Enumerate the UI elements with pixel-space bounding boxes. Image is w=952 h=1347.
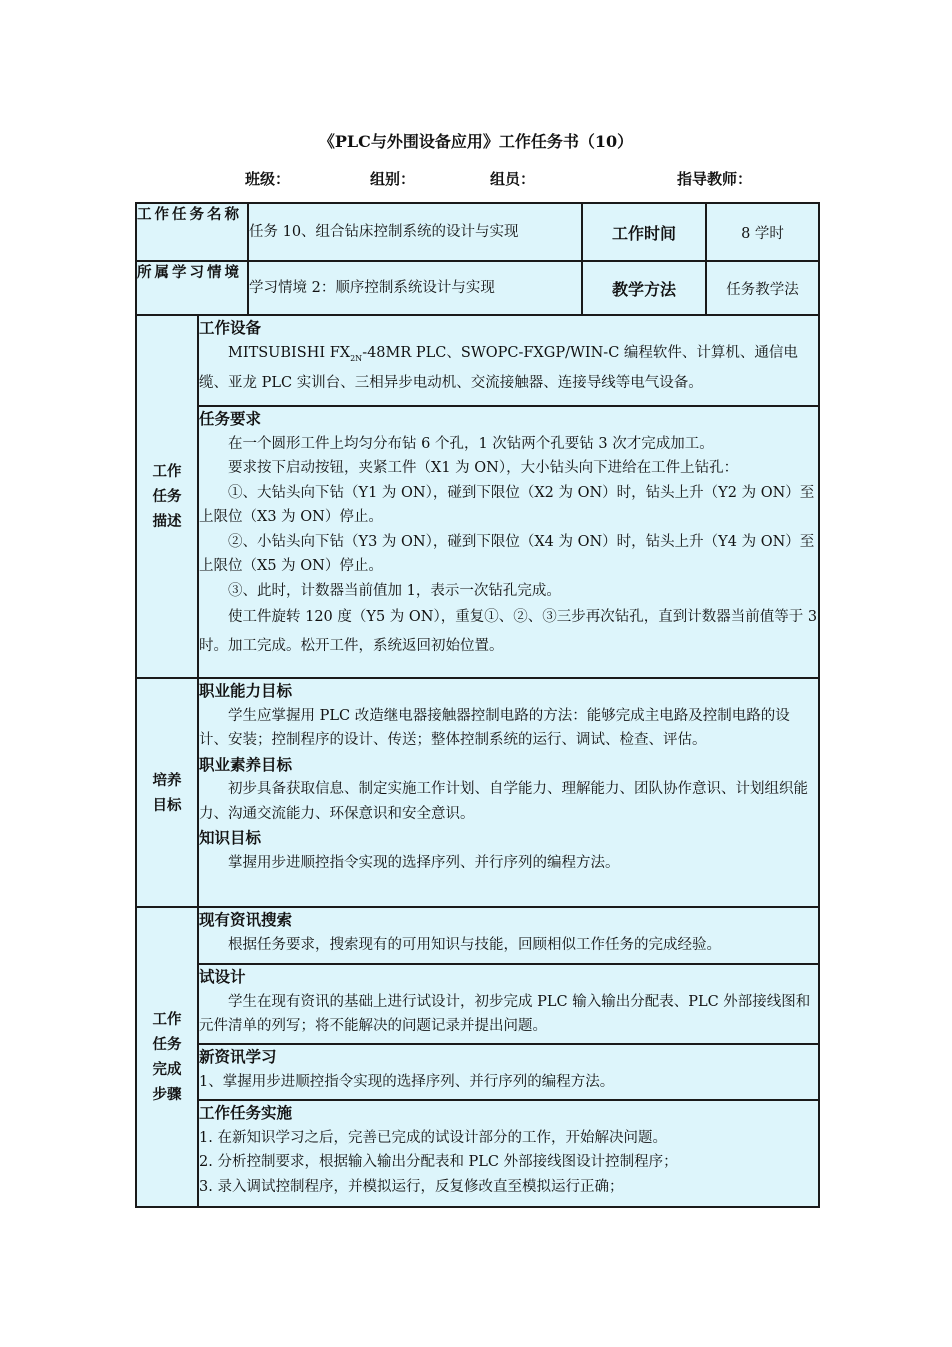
trial-row [136, 964, 819, 1044]
teacher-label: 指导教师： [677, 170, 753, 188]
knowledge-text: 掌握用步进顺控指令实现的选择序列、并行序列的编程方法。 [228, 854, 620, 871]
task-name-value: 任务 10、组合钻床控制系统的设计与实现 [248, 203, 582, 261]
equipment-cell [198, 315, 819, 406]
requirement-line: ②、小钻头向下钻（Y3 为 ON），碰到下限位（X4 为 ON）时，钻头上升（Y4 为 ON）至上限位（X5 为 ON）停止。 [199, 533, 815, 574]
new-info-row [136, 1044, 819, 1100]
implementation-cell [198, 1100, 819, 1207]
context-value: 学习情境 2：顺序控制系统设计与实现 [248, 261, 582, 315]
requirement-row [136, 406, 819, 678]
new-info-text: 1、掌握用步进顺控指令实现的选择序列、并行序列的编程方法。 [199, 1073, 615, 1090]
requirement-title: 任务要求 [199, 409, 262, 428]
side-line: 任务 [152, 1036, 182, 1053]
implementation-item: 2. 分析控制要求，根据输入输出分配表和 PLC 外部接线图设计控制程序； [199, 1154, 678, 1170]
knowledge-title: 知识目标 [199, 828, 262, 847]
equipment-text-b: -48MR PLC、SWOPC-FXGP/WIN-C 编程软件、计算机、通信电缆、亚龙 PLC 实训台、三相异步电动机、交流接触器、连接导线等电气设备。 [199, 344, 798, 391]
task-name-label: 工作任务名称 [136, 203, 248, 261]
equipment-text [199, 341, 818, 396]
equipment-row [136, 315, 819, 406]
context-label: 所属学习情境 [136, 261, 248, 315]
task-name-row [136, 203, 819, 261]
requirement-line: ③、此时，计数器当前值加 1，表示一次钻孔完成。 [228, 582, 561, 599]
search-row [136, 907, 819, 964]
steps-side-label [136, 907, 198, 1207]
search-cell [198, 907, 819, 964]
document-title: 《PLC与外围设备应用》工作任务书（10） [318, 132, 634, 151]
goals-cell [198, 678, 819, 907]
goals-side-label [136, 678, 198, 907]
implementation-item: 3. 录入调试控制程序，并模拟运行，反复修改直至模拟运行正确； [199, 1178, 624, 1195]
work-time-label: 工作时间 [582, 203, 706, 261]
side-line: 工作 [152, 1011, 182, 1028]
requirement-line: ①、大钻头向下钻（Y1 为 ON），碰到下限位（X2 为 ON）时，钻头上升（Y2 为 ON）至上限位（X3 为 ON）停止。 [199, 484, 815, 525]
equipment-text-a: MITSUBISHI FX [228, 344, 351, 361]
side-line: 描述 [152, 513, 182, 530]
ability-text: 学生应掌握用 PLC 改造继电器接触器控制电路的方法：能够完成主电路及控制电路的设计、安装；控制程序的设计、传送；整体控制系统的运行、调试、检查、评估。 [199, 707, 790, 748]
method-value: 任务教学法 [706, 261, 819, 315]
equipment-subscript: 2N [350, 353, 363, 363]
requirement-line: 在一个圆形工件上均匀分布钻 6 个孔，1 次钻两个孔要钻 3 次才完成加工。 [228, 435, 714, 452]
trial-cell [198, 964, 819, 1044]
side-line: 培养 [152, 771, 182, 789]
equipment-title: 工作设备 [199, 318, 262, 337]
trial-text: 学生在现有资讯的基础上进行试设计，初步完成 PLC 输入输出分配表、PLC 外部接线图和元件清单的列写；将不能解决的问题记录并提出问题。 [199, 993, 811, 1034]
implementation-item: 1. 在新知识学习之后，完善已完成的试设计部分的工作，开始解决问题。 [199, 1129, 667, 1146]
ability-title: 职业能力目标 [199, 681, 293, 700]
new-info-cell [198, 1044, 819, 1100]
group-label: 组别： [370, 170, 416, 188]
side-line: 步骤 [152, 1086, 182, 1103]
context-row [136, 261, 819, 315]
search-title: 现有资讯搜索 [199, 910, 293, 929]
implementation-title: 工作任务实施 [199, 1103, 293, 1122]
side-line: 完成 [152, 1061, 182, 1078]
requirement-line: 要求按下启动按钮，夹紧工件（X1 为 ON），大小钻头向下进给在工件上钻孔： [228, 460, 739, 476]
side-line: 工作 [152, 463, 182, 480]
trial-title: 试设计 [199, 967, 246, 986]
search-text: 根据任务要求，搜索现有的可用知识与技能，回顾相似工作任务的完成经验。 [228, 936, 721, 953]
desc-side-label [136, 315, 198, 678]
task-table [135, 202, 820, 1208]
side-line: 任务 [152, 488, 182, 505]
requirement-line: 使工件旋转 120 度（Y5 为 ON），重复①、②、③三步再次钻孔，直到计数器当前值等于 3 时。加工完成。松开工件，系统返回初始位置。 [199, 609, 818, 654]
member-label: 组员： [490, 170, 536, 188]
quality-text: 初步具备获取信息、制定实施工作计划、自学能力、理解能力、团队协作意识、计划组织能力、沟通交流能力、环保意识和安全意识。 [199, 781, 808, 822]
implementation-row [136, 1100, 819, 1207]
goals-row [136, 678, 819, 907]
new-info-title: 新资讯学习 [199, 1047, 277, 1066]
quality-title: 职业素养目标 [199, 754, 293, 774]
class-label: 班级： [245, 170, 291, 188]
work-time-value: 8 学时 [706, 203, 819, 261]
requirement-cell [198, 406, 819, 678]
method-label: 教学方法 [582, 261, 706, 315]
side-line: 目标 [152, 796, 182, 814]
